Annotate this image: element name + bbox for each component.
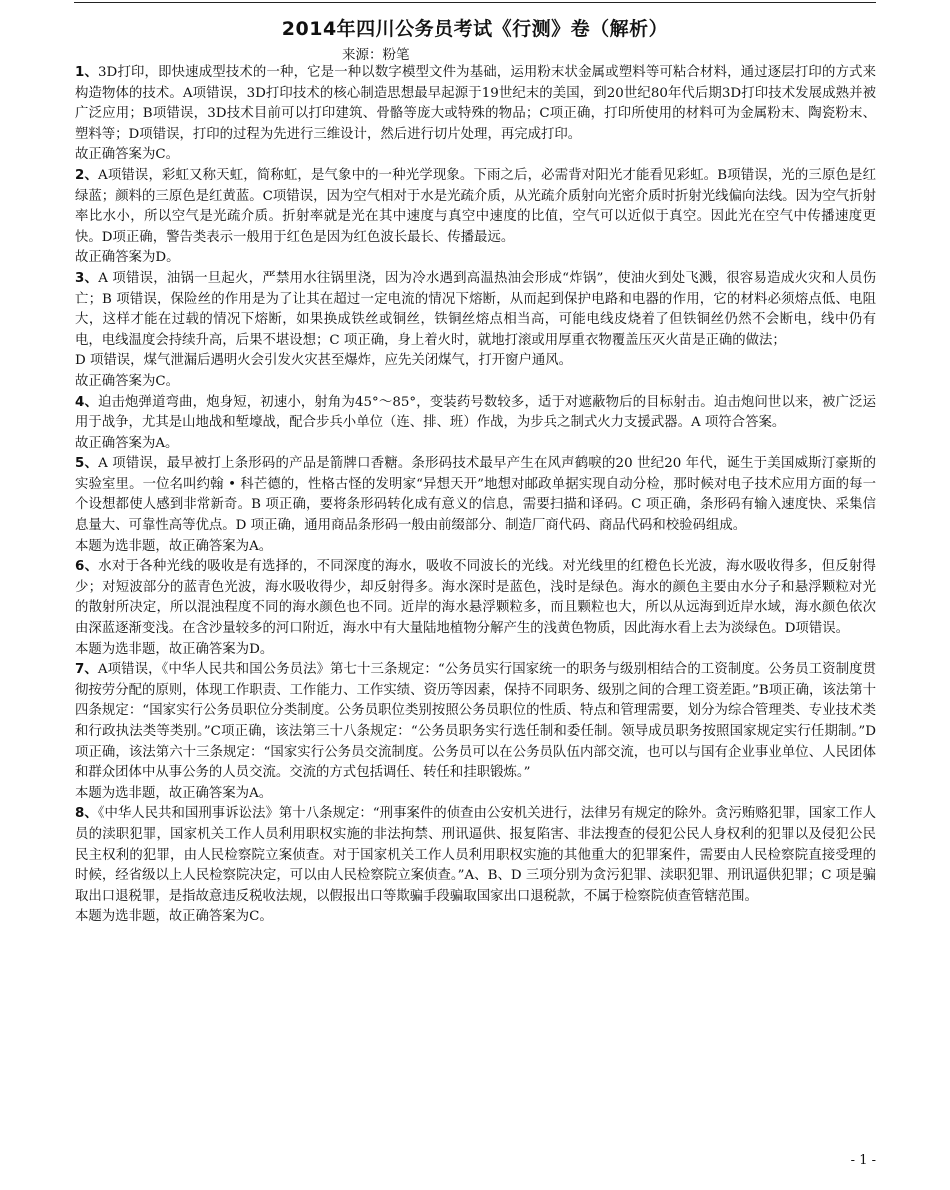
answer-line: 故正确答案为C。: [75, 373, 179, 389]
question-paragraph: [75, 63, 876, 145]
question-number: 1、: [75, 65, 99, 80]
document-body: [75, 63, 876, 928]
question-paragraph: [75, 166, 876, 248]
question-paragraph: [75, 804, 876, 907]
answer-line: 本题为选非题，故正确答案为A。: [75, 538, 273, 554]
answer-line: 本题为选非题，故正确答案为C。: [75, 909, 273, 925]
explanation-text: A项错误，《中华人民共和国公务员法》第七十三条规定：“公务员实行国家统一的职务与级别相结合的工资制度。公务员工资制度贯彻按劳分配的原则，体现工作职责、工作能力、工作实绩、资历等因素，保持不同职务、级别之间的合理工资差距。”B项正确，该法第十四条规定：“国家实行公务员职位分类制度。公务员职位类别按照公务员职位的性质、特点和管理需要，划分为综合管理类、专业技术类和行政执法类等类别。”C项正确，该法第三十八条规定：“公务员职务实行选任制和委任制。领导成员职务按照国家规定实行任期制。”D项正确，该法第六十三条规定：“国家实行公务员交流制度。公务员可以在公务员队伍内部交流，也可以与国有企业事业单位、人民团体和群众团体中从事公务的人员交流。交流的方式包括调任、转任和挂职锻炼。”: [75, 662, 876, 781]
answer-line: 故正确答案为D。: [75, 250, 180, 266]
header-rule: [74, 2, 876, 3]
question-3: [75, 269, 876, 393]
question-2: [75, 166, 876, 269]
explanation-text: A项错误，彩虹又称天虹，简称虹，是气象中的一种光学现象。下雨之后，必需背对阳光才能看见彩虹。B项错误，光的三原色是红绿蓝；颜料的三原色是红黄蓝。C项错误，因为空气相对于水是光疏介质，从光疏介质射向光密介质时折射光线偏向法线。因为空气折射率比水小，所以空气是光疏介质。折射率就是光在其中速度与真空中速度的比值，空气可以近似于真空。因此光在空气中传播速度更快。D项正确，警告类表示一般用于红色是因为红色波长最长、传播最远。: [75, 167, 876, 245]
question-7: [75, 660, 876, 804]
question-paragraph: [75, 660, 876, 784]
answer-line: 本题为选非题，故正确答案为A。: [75, 785, 273, 801]
explanation-text: 《中华人民共和国刑事诉讼法》第十八条规定：“刑事案件的侦查由公安机关进行，法律另有规定的除外。贪污贿赂犯罪，国家工作人员的渎职犯罪，国家机关工作人员利用职权实施的非法拘禁、刑讯逼供、报复陷害、非法搜查的侵犯公民人身权利的犯罪以及侵犯公民民主权利的犯罪，由人民检察院立案侦查。对于国家机关工作人员利用职权实施的其他重大的犯罪案件，需要由人民检察院直接受理的时候，经省级以上人民检察院决定，可以由人民检察院立案侦查。”A、B、D 三项分别为贪污犯罪、渎职犯罪、刑讯逼供犯罪；C 项是骗取出口退税罪，是指故意违反税收法规，以假报出口等欺骗手段骗取国家出口退税款，不属于检察院侦查管辖范围。: [75, 806, 876, 904]
question-number: 3、: [75, 270, 99, 286]
question-number: 5、: [75, 456, 99, 472]
explanation-text: A 项错误，最早被打上条形码的产品是箭牌口香糖。条形码技术最早产生在风声鹤唳的20 世纪20 年代，诞生于美国威斯汀豪斯的实验室里。一位名叫约翰 • 科芒德的，性格古怪的发明家“异想天开”地想对邮政单据实现自动分检，那时候对电子技术应用方面的每一个设想都使人感到非常新奇。B 项正确，要将条形码转化成有意义的信息，需要扫描和译码。C 项正确，条形码有输入速度快、采集信息量大、可靠性高等优点。D 项正确，通用商品条形码一般由前缀部分、制造厂商代码、商品代码和校验码组成。: [75, 456, 876, 534]
question-number: 2、: [75, 167, 99, 183]
page-number: - 1 -: [850, 1153, 876, 1168]
question-number: 8、: [75, 806, 98, 822]
explanation-text: 3D打印，即快速成型技术的一种，它是一种以数字模型文件为基础，运用粉末状金属或塑料等可粘合材料，通过逐层打印的方式来构造物体的技术。A项错误，3D打印技术的核心制造思想最早起源于19世纪末的美国，到20世纪80年代后期3D打印技术发展成熟并被广泛应用；B项错误，3D技术目前可以打印建筑、骨骼等庞大或特殊的物品；C项正确，打印所使用的材料可为金属粉末、陶瓷粉末、塑料等；D项错误，打印的过程为先进行三维设计，然后进行切片处理，再完成打印。: [75, 65, 876, 142]
explanation-text: 水对于各种光线的吸收是有选择的，不同深度的海水，吸收不同波长的光线。对光线里的红橙色长光波，海水吸收得多，但反射得少；对短波部分的蓝青色光波，海水吸收得少，却反射得多。海水深时是蓝色，浅时是绿色。海水的颜色主要由水分子和悬浮颗粒对光的散射所决定，所以混浊程度不同的海水颜色也不同。近岸的海水悬浮颗粒多，而且颗粒也大，所以从远海到近岸水域，海水颜色依次由深蓝逐渐变浅。在含沙量较多的河口附近，海水中有大量陆地植物分解产生的浅黄色物质，因此海水看上去为淡绿色。D项错误。: [75, 559, 876, 637]
question-paragraph: [75, 454, 876, 536]
question-number: 6、: [75, 559, 99, 575]
question-1: [75, 63, 876, 166]
explanation-text: D 项错误，煤气泄漏后遇明火会引发火灾甚至爆炸，应先关闭煤气，打开窗户通风。: [75, 353, 573, 369]
question-paragraph: [75, 269, 876, 351]
answer-line: 本题为选非题，故正确答案为D。: [75, 641, 274, 657]
question-6: [75, 557, 876, 660]
question-4: [75, 393, 876, 455]
question-5: [75, 454, 876, 557]
explanation-text: A 项错误，油锅一旦起火，严禁用水往锅里浇，因为冷水遇到高温热油会形成“炸锅”，使油火到处飞溅，很容易造成火灾和人员伤亡；B 项错误，保险丝的作用是为了让其在超过一定电流的情况下熔断，从而起到保护电路和电器的作用，它的材料必须熔点低、电阻大，这样才能在过载的情况下熔断，如果换成铁丝或铜丝，铁铜丝熔点相当高，可能电线皮烧着了但铁铜丝仍然不会断电，线中仍有电，电线温度会持续升高，后果不堪设想；C 项正确，身上着火时，就地打滚或用厚重衣物覆盖压灭火苗是正确的做法；: [75, 270, 876, 348]
question-number: 4、: [75, 394, 98, 410]
question-paragraph: [75, 557, 876, 639]
answer-line: 故正确答案为C。: [75, 147, 179, 163]
question-number: 7、: [75, 662, 98, 678]
page-title: 2014年四川公务员考试《行测》卷（解析）: [281, 18, 669, 40]
question-paragraph: [75, 393, 876, 434]
explanation-text: 迫击炮弹道弯曲，炮身短，初速小，射角为45°～85°，变装药号数较多，适于对遮蔽物后的目标射击。迫击炮问世以来，被广泛运用于战争，尤其是山地战和堑壕战，配合步兵小单位（连、排、班）作战，为步兵之制式火力支援武器。A 项符合答案。: [75, 394, 876, 431]
answer-line: 故正确答案为A。: [75, 435, 179, 451]
source-line: 来源：粉笔: [342, 47, 410, 63]
question-8: [75, 804, 876, 928]
